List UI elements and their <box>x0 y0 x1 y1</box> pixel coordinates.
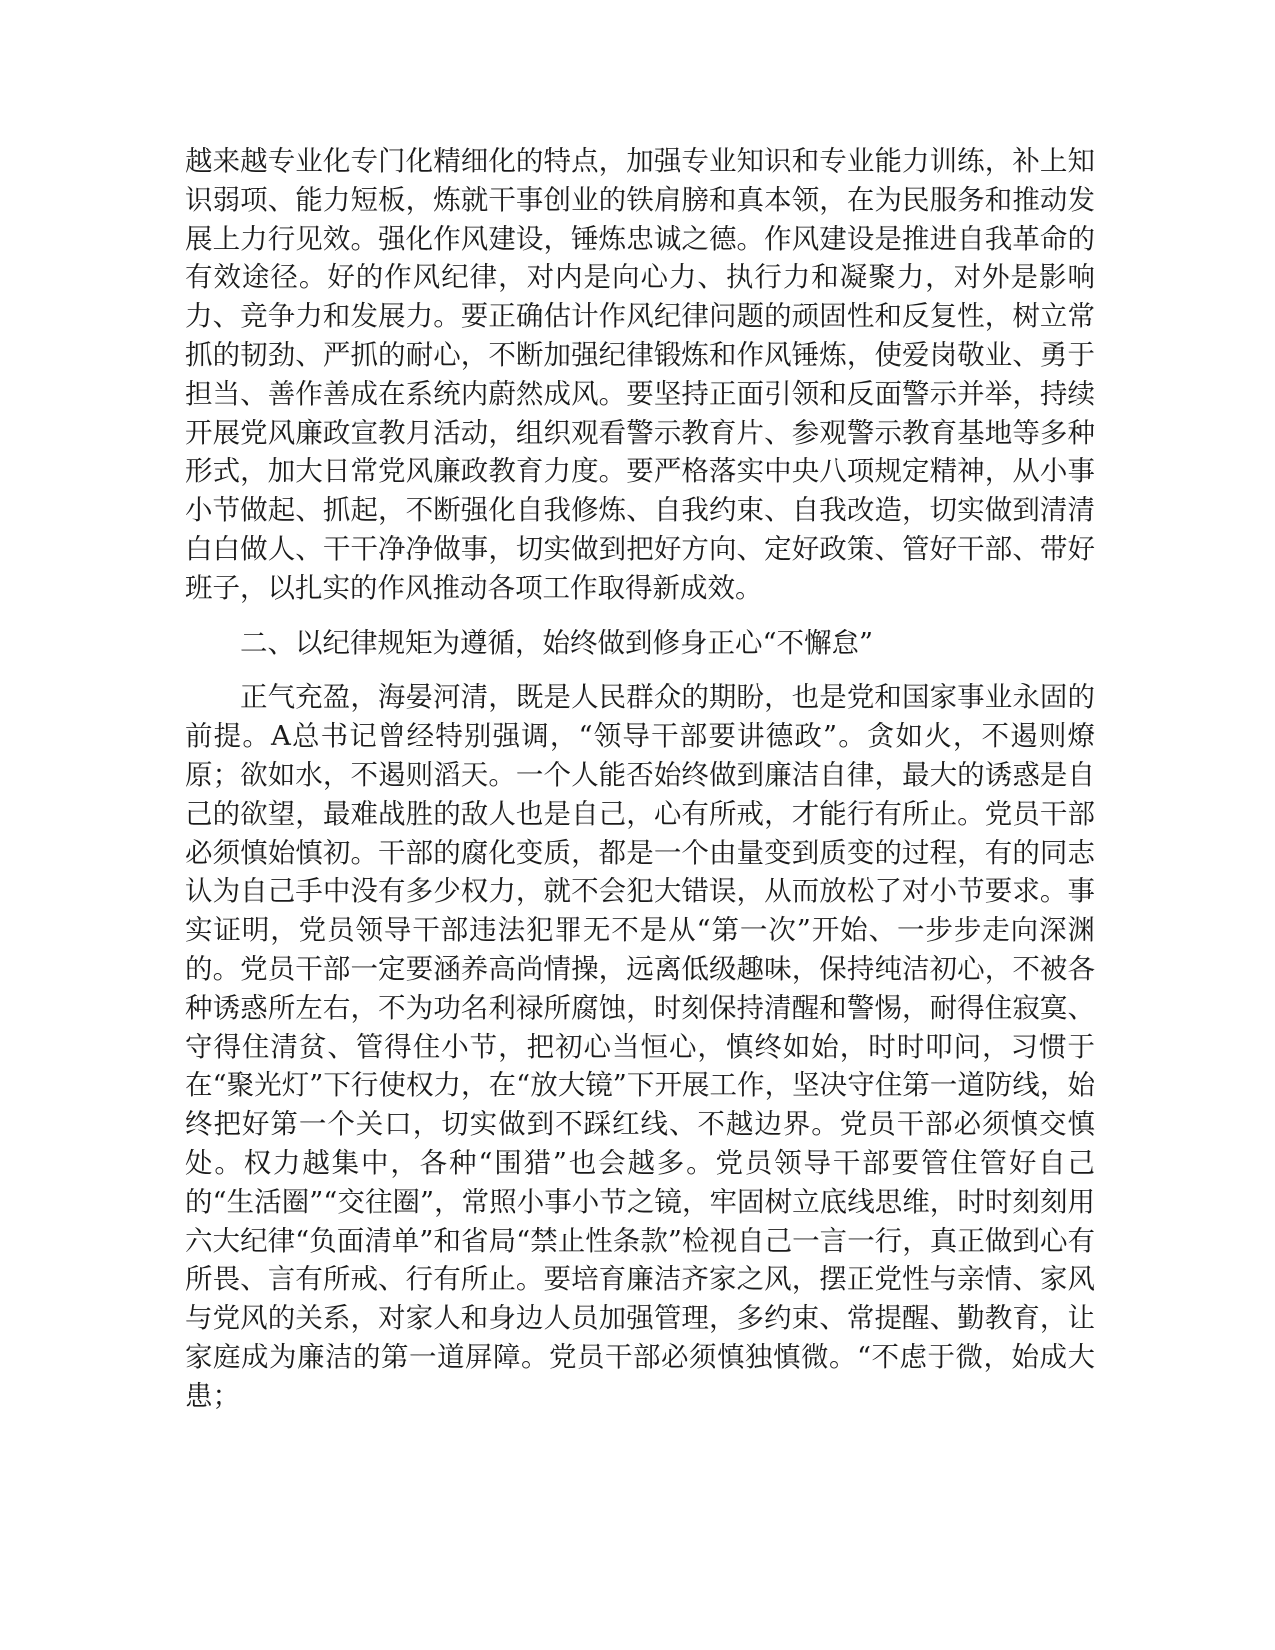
body-paragraph: 正气充盈，海晏河清，既是人民群众的期盼，也是党和国家事业永固的前提。A总书记曾经特别强调，“领导干部要讲德政”。贪如火，不遏则燎原；欲如水，不遏则滔天。一个人能否始终做到廉洁自律，最大的诱惑是自己的欲望，最难战胜的敌人也是自己，心有所戒，才能行有所止。党员干部必须慎始慎初。干部的腐化变质，都是一个由量变到质变的过程，有的同志认为自己手中没有多少权力，就不会犯大错误，从而放松了对小节要求。事实证明，党员领导干部违法犯罪无不是从“第一次”开始、一步步走向深渊的。党员干部一定要涵养高尚情操，远离低级趣味，保持纯洁初心，不被各种诱惑所左右，不为功名利禄所腐蚀，时刻保持清醒和警惕，耐得住寂寞、守得住清贫、管得住小节，把初心当恒心，慎终如始，时时叩问，习惯于在“聚光灯”下行使权力，在“放大镜”下开展工作，坚决守住第一道防线，始终把好第一个关口，切实做到不踩红线、不越边界。党员干部必须慎交慎处。权力越集中，各种“围猎”也会越多。党员领导干部要管住管好自己的“生活圈”“交往圈”，常照小事小节之镜，牢固树立底线思维，时时刻刻用六大纪律“负面清单”和省局“禁止性条款”检视自己一言一行，真正做到心有所畏、言有所戒、行有所止。要培育廉洁齐家之风，摆正党性与亲情、家风与党风的关系，对家人和身边人员加强管理，多约束、常提醒、勤教育，让家庭成为廉洁的第一道屏障。党员干部必须慎独慎微。“不虑于微，始成大患； <box>185 681 1095 1412</box>
body-paragraph: 越来越专业化专门化精细化的特点，加强专业知识和专业能力训练，补上知识弱项、能力短板，炼就干事创业的铁肩膀和真本领，在为民服务和推动发展上力行见效。强化作风建设，锤炼忠诚之德。作风建设是推进自我革命的有效途径。好的作风纪律，对内是向心力、执行力和凝聚力，对外是影响力、竞争力和发展力。要正确估计作风纪律问题的顽固性和反复性，树立常抓的韧劲、严抓的耐心，不断加强纪律锻炼和作风锤炼，使爱岗敬业、勇于担当、善作善成在系统内蔚然成风。要坚持正面引领和反面警示并举，持续开展党风廉政宣教月活动，组织观看警示教育片、参观警示教育基地等多种形式，加大日常党风廉政教育力度。要严格落实中央八项规定精神，从小事小节做起、抓起，不断强化自我修炼、自我约束、自我改造，切实做到清清白白做人、干干净净做事，切实做到把好方向、定好政策、管好干部、带好班子，以扎实的作风推动各项工作取得新成效。 <box>185 145 1095 604</box>
document-body <box>185 142 1095 1416</box>
section-heading: 二、以纪律规矩为遵循，始终做到修身正心“不懈怠” <box>240 626 874 659</box>
